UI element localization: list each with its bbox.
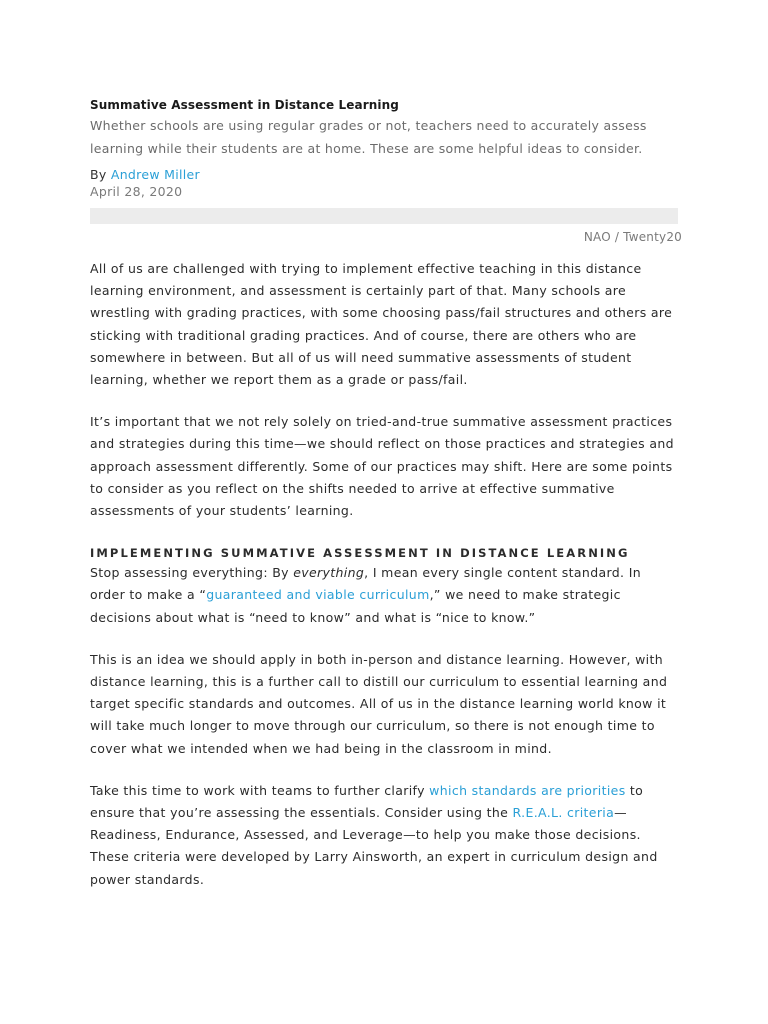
byline-prefix: By (90, 167, 111, 182)
p5-text-1: Take this time to work with teams to further clarify (90, 782, 430, 798)
real-criteria-link[interactable]: R.E.A.L. criteria (512, 805, 615, 821)
article (90, 96, 680, 891)
p3-text-3: ,” we need to make strategic decisions about what is “need to know” and what is “nice to know.” (90, 587, 621, 625)
article-image-placeholder (90, 208, 678, 224)
body-paragraph-5 (90, 780, 680, 891)
body-paragraph-4: This is an idea we should apply in both in-person and distance learning. However, with distance learning, this is a further call to distill our curriculum to essential learning and target specific standards and outcomes. All of us in the distance learning world know it will take much longer to move through our curriculum, so there is not enough time to cover what we intended when we had being in the classroom in mind. (90, 651, 668, 756)
section-heading: IMPLEMENTING SUMMATIVE ASSESSMENT IN DISTANCE LEARNING (90, 546, 630, 561)
p3-text-1: Stop assessing everything: By (90, 565, 294, 581)
p5-text-3: —Readiness, Endurance, Assessed, and Leverage—to help you make those decisions. These criteria were developed by Larry Ainsworth, an expert in curriculum design and power standards. (90, 805, 658, 887)
author-link[interactable]: Andrew Miller (110, 167, 200, 182)
image-credit: NAO / Twenty20 (583, 230, 682, 244)
byline (90, 166, 680, 183)
body-paragraph-1: All of us are challenged with trying to implement effective teaching in this distance learning environment, and assessment is certainly part of that. Many schools are wrestling with grading practices, with some choosing pass/fail structures and others are sticking with traditional grading practices. And of course, there are others who are somewhere in between. But all of us will need summative assessments of student learning, whether we report them as a grade or pass/fail. (90, 261, 673, 388)
p3-emphasis: everything (293, 565, 365, 581)
priority-standards-link[interactable]: which standards are priorities (429, 782, 626, 798)
body-paragraph-3 (90, 562, 680, 629)
body-paragraph-2: It’s important that we not rely solely on tried-and-true summative assessment practices and strategies during this time—we should reflect on those practices and strategies and approach assessment differently. Some of our practices may shift. Here are some points to consider as you reflect on the shifts needed to arrive at effective summative assessments of your students’ learning. (90, 414, 674, 519)
guaranteed-curriculum-link[interactable]: guaranteed and viable curriculum (206, 587, 430, 603)
article-title: Summative Assessment in Distance Learning (90, 98, 399, 112)
publish-date: April 28, 2020 (90, 184, 183, 199)
p5-text-2: to ensure that you’re assessing the essentials. Consider using the (90, 782, 644, 821)
p3-text-2: , I mean every single content standard. In order to make a “ (90, 565, 641, 603)
article-subtitle: Whether schools are using regular grades or not, teachers need to accurately assess learning while their students are at home. These are some helpful ideas to consider. (90, 118, 647, 156)
